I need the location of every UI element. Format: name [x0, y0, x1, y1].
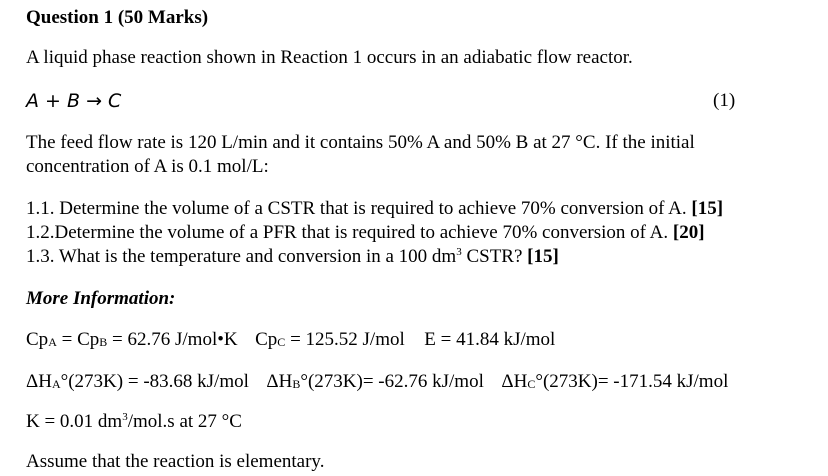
cp-c-symbol: Cp	[255, 329, 278, 350]
delta-h-c-value: = -171.54 kJ/mol	[597, 371, 729, 392]
feed-line-2: concentration of A is 0.1 mol/L:	[26, 156, 269, 177]
delta-h-b-sub: B	[292, 377, 301, 391]
equation-number: (1)	[713, 90, 736, 111]
equals-1: =	[61, 329, 73, 350]
assumption-text: Assume that the reaction is elementary.	[26, 451, 325, 472]
heat-capacity-line	[26, 328, 555, 354]
rate-constant-line	[26, 410, 242, 434]
question-1-3	[26, 245, 559, 269]
delta-h-a-ref: °(273K)	[60, 371, 124, 392]
question-1-3-text: 1.3. What is the temperature and conversion in a 100 dm	[26, 246, 457, 267]
equals-2: =	[112, 329, 123, 350]
cp-c-sub: C	[277, 335, 286, 349]
cp-a-symbol: Cp	[26, 329, 49, 350]
cp-c-value: 125.52 J/mol	[305, 329, 405, 350]
intro-text: A liquid phase reaction shown in Reaction 1 occurs in an adiabatic flow reactor.	[26, 47, 633, 68]
delta-h-a-symbol: ΔH	[26, 371, 52, 392]
rate-constant-units: /mol.s at 27 °C	[127, 411, 242, 432]
delta-h-b-ref: °(273K)	[300, 371, 363, 392]
more-info-heading: More Information:	[26, 288, 176, 309]
cp-ab-value: 62.76 J/mol•K	[127, 329, 238, 350]
delta-h-b-value: = -62.76 kJ/mol	[362, 371, 484, 392]
cp-a-sub: A	[48, 335, 57, 349]
delta-h-c-symbol: ΔH	[501, 371, 528, 392]
delta-h-c-sub: C	[527, 377, 536, 391]
question-heading: Question 1 (50 Marks)	[26, 7, 209, 28]
reaction-equation: A + B → C	[26, 90, 122, 112]
equals-3: =	[290, 329, 301, 350]
question-1-2	[26, 221, 705, 245]
rate-constant-text: K = 0.01 dm	[26, 411, 123, 432]
question-1-2-marks: [20]	[672, 222, 705, 243]
activation-energy: E = 41.84 kJ/mol	[424, 329, 556, 350]
question-1-3-text-after: CSTR?	[461, 246, 528, 267]
question-1-2-text: 1.2.Determine the volume of a PFR that is required to achieve 70% conversion of A.	[26, 222, 673, 243]
question-1-1	[26, 197, 723, 221]
question-1-1-marks: [15]	[691, 198, 724, 219]
delta-h-c-ref: °(273K)	[535, 371, 598, 392]
feed-line-1: The feed flow rate is 120 L/min and it contains 50% A and 50% B at 27 °C. If the initial	[26, 132, 695, 153]
cp-b-sub: B	[99, 335, 108, 349]
delta-h-b-symbol: ΔH	[266, 371, 293, 392]
enthalpy-line	[26, 370, 728, 396]
cp-b-symbol: Cp	[77, 329, 100, 350]
delta-h-a-value: = -83.68 kJ/mol	[123, 371, 249, 392]
rate-constant-exponent: 3	[122, 411, 128, 423]
question-1-3-exponent: 3	[456, 246, 462, 258]
question-1-3-marks: [15]	[527, 246, 559, 267]
delta-h-a-sub: A	[51, 377, 61, 391]
question-1-1-text: 1.1. Determine the volume of a CSTR that is required to achieve 70% conversion of A.	[26, 198, 692, 219]
